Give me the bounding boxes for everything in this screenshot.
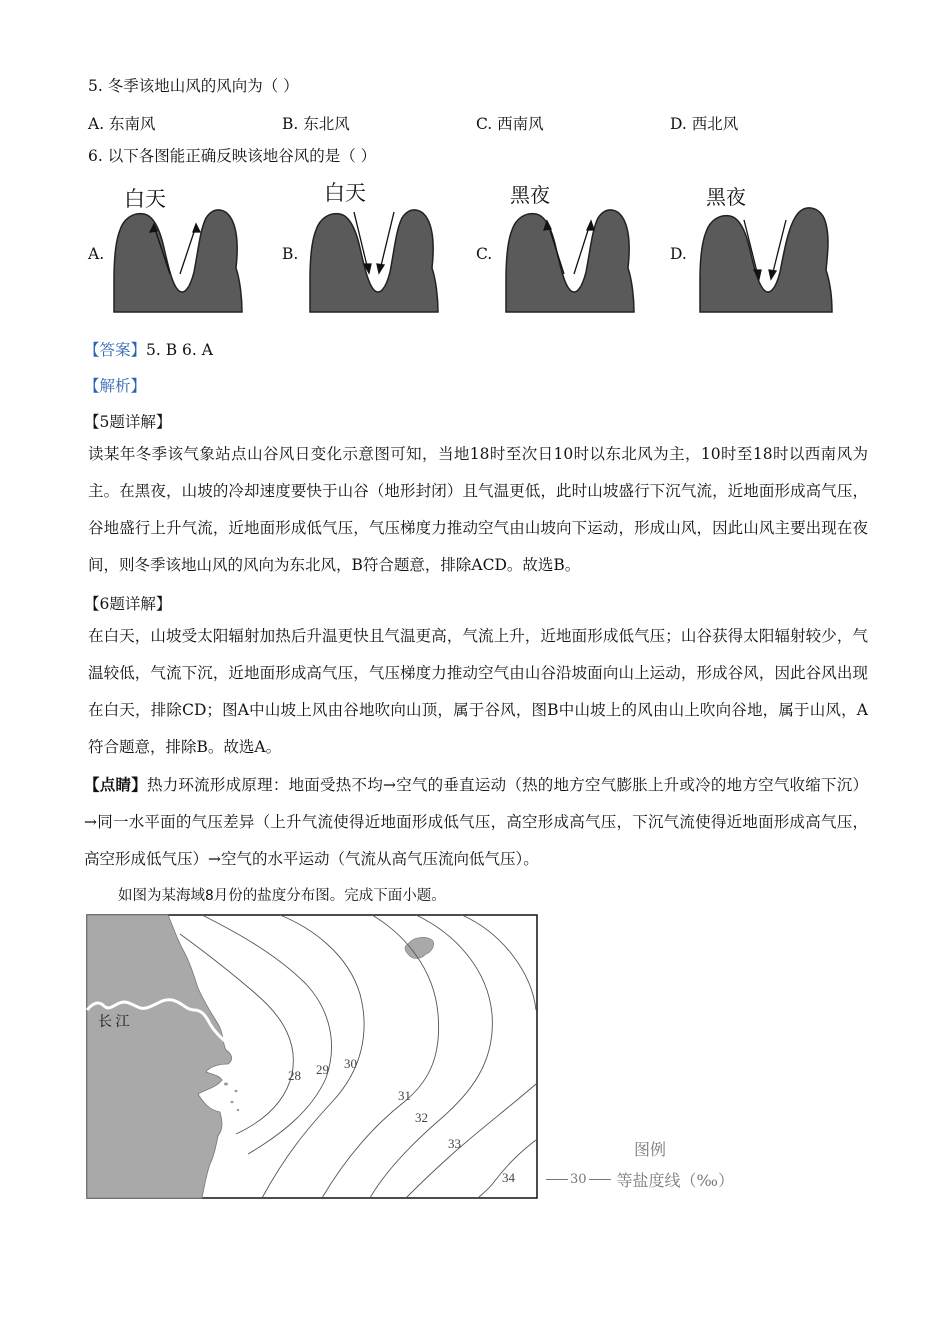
valley-mountain-shape: [310, 210, 438, 312]
salinity-intro: 如图为某海域8月份的盐度分布图。完成下面小题。: [118, 888, 446, 904]
island-dot: [237, 1109, 240, 1111]
valley-mountain-shape: [114, 210, 242, 312]
river-label: 长 江: [98, 1015, 130, 1030]
q5-option-c[interactable]: C. 西南风: [476, 115, 544, 133]
isohaline-label: 33: [448, 1136, 461, 1151]
valley-mountain-shape: [700, 208, 832, 312]
q6-option-b-letter[interactable]: B.: [282, 245, 299, 263]
legend-text: 等盐度线（‰）: [616, 1171, 735, 1190]
legend-line-right: [589, 1179, 611, 1180]
salinity-map: [86, 914, 540, 1202]
valley-figure-d[interactable]: [694, 178, 840, 314]
island-dot: [231, 1101, 234, 1103]
valley-figure-b[interactable]: [304, 174, 444, 314]
q5-detail-heading: 【5题详解】: [84, 413, 172, 431]
q6-detail-body: 在白天，山坡受太阳辐射加热后升温更快且气温更高，气流上升，近地面形成低气压；山谷获得太阳辐射较少，气温较低，气流下沉，近地面形成高气压，气压梯度力推动空气由山谷沿坡面向山上运动，形成谷风，因此谷风出现在白天，排除CD；图A中山坡上风由谷地吹向山顶，属于谷风，图B中山坡上的风由山上吹向谷地，属于山风，A符合题意，排除B。故选A。: [88, 627, 868, 756]
answer-text: 5. B 6. A: [146, 341, 213, 359]
island-dot: [224, 1083, 228, 1086]
valley-mountain-shape: [506, 210, 634, 312]
legend-row: [546, 1168, 734, 1191]
q6-option-d-letter[interactable]: D.: [670, 245, 687, 263]
answer-tag: 【答案】: [84, 341, 147, 359]
analysis-tag: 【解析】: [84, 377, 147, 395]
isohaline-label: 34: [502, 1170, 515, 1185]
tip-paragraph: [84, 766, 868, 878]
tip-body: 热力环流形成原理：地面受热不均→空气的垂直运动（热的地方空气膨胀上升或冷的地方空气收缩下沉）→同一水平面的气压差异（上升气流使得近地面形成低气压，高空形成高气压，下沉气流使得近地面形成高气压，高空形成低气压）→空气的水平运动（气流从高气压流向低气压）。: [84, 776, 868, 868]
valley-figure-a[interactable]: [108, 180, 248, 315]
valley-figure-c[interactable]: [500, 178, 640, 314]
figure-d-caption: 黑夜: [706, 187, 746, 209]
q5-option-a[interactable]: A. 东南风: [88, 115, 156, 133]
isohaline-label: 32: [415, 1110, 428, 1125]
isohaline-label: 31: [398, 1088, 411, 1103]
isohaline-label: 28: [288, 1068, 301, 1083]
answer-line: [84, 340, 213, 360]
q5-option-d[interactable]: D. 西北风: [670, 115, 739, 133]
legend-sample: 30: [570, 1172, 587, 1187]
q5-stem: 5. 冬季该地山风的风向为（ ）: [88, 77, 299, 95]
figure-c-caption: 黑夜: [510, 185, 550, 207]
q6-detail-heading: 【6题详解】: [84, 595, 172, 613]
q6-stem: 6. 以下各图能正确反映该地谷风的是（ ）: [88, 147, 377, 165]
q6-option-a-letter[interactable]: A.: [88, 245, 105, 263]
q5-option-b[interactable]: B. 东北风: [282, 115, 350, 133]
island-dot: [235, 1090, 238, 1092]
isohaline-label: 29: [316, 1062, 329, 1077]
legend-title: 图例: [634, 1140, 667, 1159]
figure-a-caption: 白天: [124, 188, 166, 211]
q5-detail-body: 读某年冬季该气象站点山谷风日变化示意图可知，当地18时至次日10时以东北风为主，10时至18时以西南风为主。在黑夜，山坡的冷却速度要快于山谷（地形封闭）且气温更低，此时山坡盛行下沉气流，近地面形成高气压，谷地盛行上升气流，近地面形成低气压，气压梯度力推动空气由山坡向下运动，形成山风，因此山风主要出现在夜间，则冬季该地山风的风向为东北风，B符合题意，排除ACD。故选B。: [88, 445, 868, 574]
tip-tag: 【点睛】: [84, 775, 147, 794]
q6-option-c-letter[interactable]: C.: [476, 245, 493, 263]
figure-b-caption: 白天: [324, 182, 366, 205]
legend-line-left: [546, 1179, 568, 1180]
isohaline-label: 30: [344, 1056, 357, 1071]
